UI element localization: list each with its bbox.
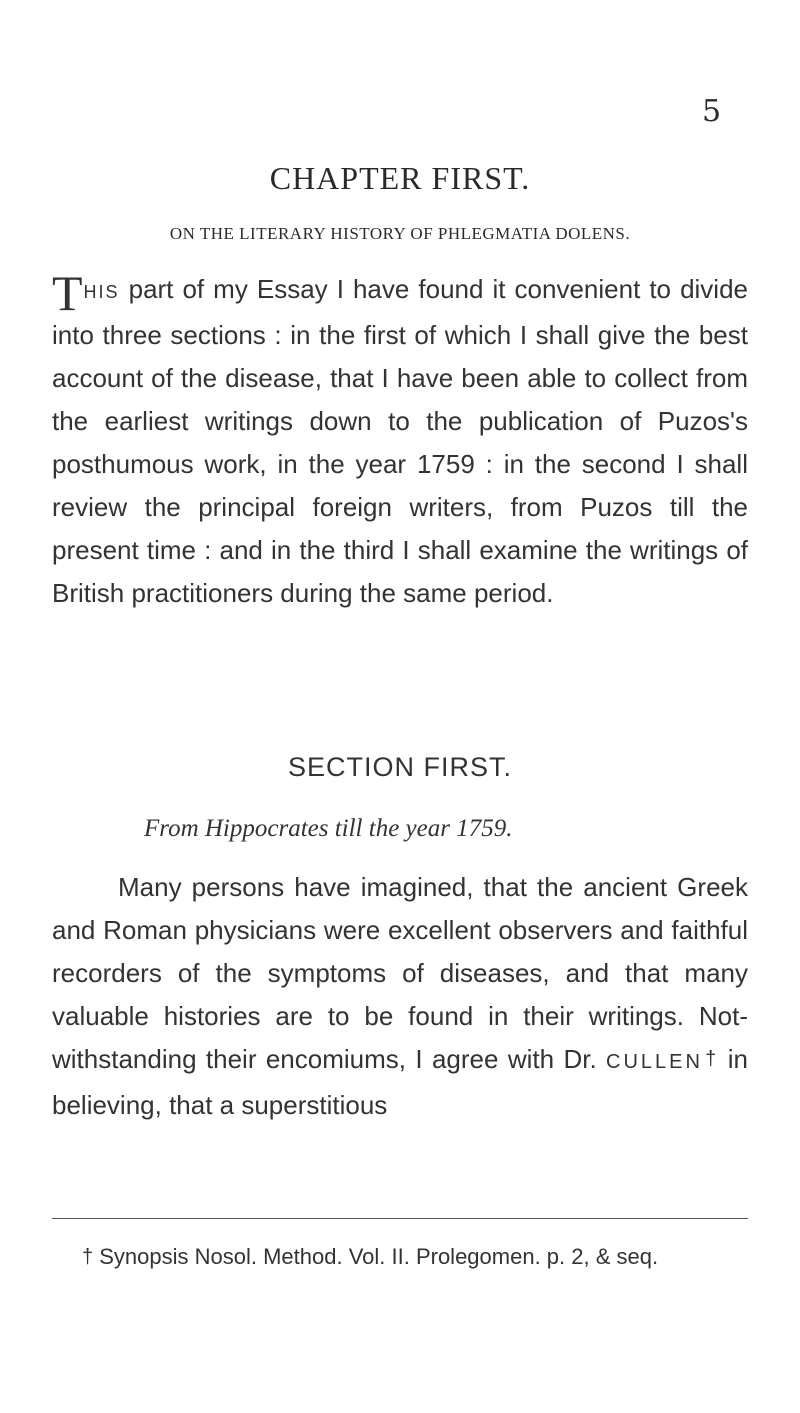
section-subheading: From Hippocrates till the year 1759. (144, 815, 513, 842)
chapter-subtitle: ON THE LITERARY HISTORY OF PHLEGMATIA DOLENS. (169, 224, 631, 243)
intro-text: part of my Essay I have found it convenient to divide into three sections : in the first of which I shall give the best account of the disease, that I have been able to collect from the earliest writings down to the publication of Puzos's posthumous work, in the year 1759 : in the second I shall review the principal foreign writers, from Puzos till the present time : and in the third I shall examine the writings of British practitioners during the same period. (52, 274, 748, 608)
footnote-divider (52, 1218, 748, 1219)
footnote-text: Synopsis Nosol. Method. Vol. II. Prolegomen. p. 2, & seq. (93, 1244, 659, 1269)
body-paragraph (52, 866, 748, 1127)
footnote-dagger: † (82, 1246, 94, 1268)
footnote-marker: † (702, 1048, 719, 1070)
section-heading: SECTION FIRST. (287, 752, 512, 782)
intro-small-caps: HIS (83, 282, 120, 302)
paragraph-text-before: Many persons have imagined, that the ancient Greek and Roman physicians were excellent observers and faithful recorders of the symptoms of diseases, and that many valuable histories are to be found in their writings. Notwithstanding their encomiums, I agree with Dr. (52, 872, 748, 1074)
page-number: 5 (702, 94, 722, 129)
drop-cap: T (52, 265, 83, 321)
intro-paragraph (52, 265, 748, 615)
footnote (52, 1240, 748, 1274)
author-name-cullen: CULLEN (606, 1051, 703, 1073)
chapter-title: CHAPTER FIRST. (269, 160, 531, 196)
paragraph-text-after: in believing, that a superstitious (52, 1044, 748, 1120)
